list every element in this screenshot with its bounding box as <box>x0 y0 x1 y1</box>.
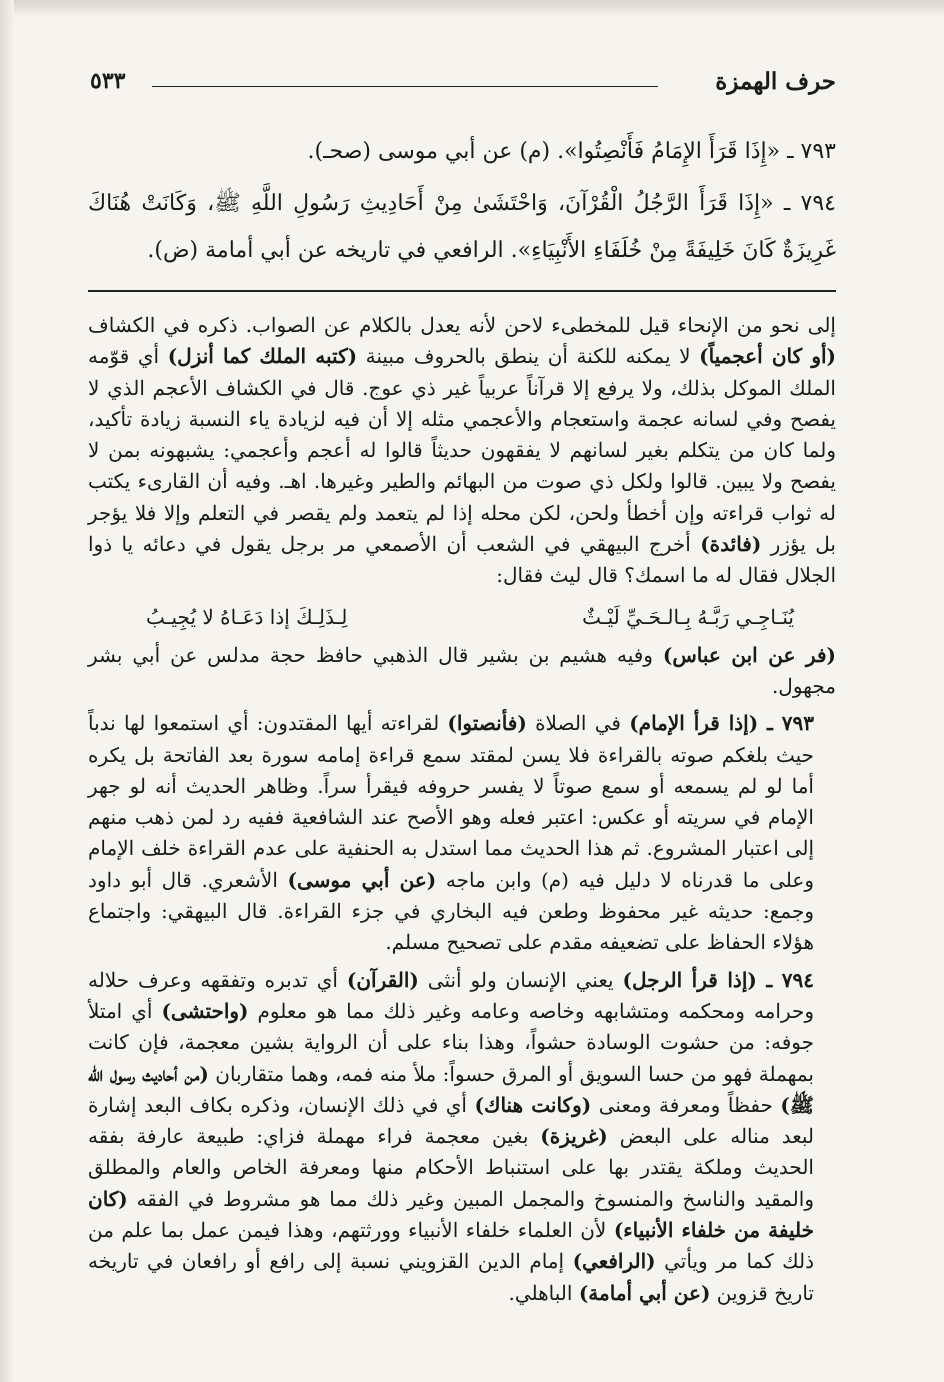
hadith-number: ٧٩٣ <box>800 139 836 164</box>
commentary-paragraph-794: ٧٩٤ ـ (إذا قرأ الرجل) يعني الإنسان ولو أنثى (القرآن) أي تدبره وتفقهه وعرف حلاله وحرامه ومحكمه ومتشابهه وخاصه وعامه وغير ذلك مما هو معلوم (واحتشى) أي امتلأ جوفه: من حشوت الوسادة حشواً، وهذا بناء على أن الرواية بشين معجمة، فإن كانت بمهملة فهو من حسا السويق أو المرق حسواً: ملأ منه فمه، وهما متقاربان (من أحاديث رسول الله ﷺ) حفظاً ومعرفة ومعنى (وكانت هناك) أي في ذلك الإنسان، وذكره بكاف البعد إشارة لبعد مناله على البعض (غريزة) بغين معجمة فراء مهملة فزاي: طبيعة عارفة بفقه الحديث وملكة يقتدر بها على استنباط الأحكام منها ومعرفة الخاص والعام والمطلق والمقيد والناسخ والمنسوخ والمجمل المبين وغير ذلك مما هو مشروط في الفقه (كان خليفة من خلفاء الأنبياء) لأن العلماء خلفاء الأنبياء وورثتهم، وهذا فيمن عمل بما علم من ذلك كما مر ويأتي (الرافعي) إمام الدين القزويني نسبة إلى رافع أو رافعان في تاريخه تاريخ قزوين (عن أبي أمامة) الباهلي. <box>88 967 815 1305</box>
hadith-separator: ـ <box>773 191 791 216</box>
poem-hemistich-2: لِـذَلِـكَ إذا دَعَـاهُ لا يُجِيـبُ <box>146 604 348 629</box>
commentary-paragraph-793: ٧٩٣ ـ (إذا قرأ الإمام) في الصلاة (فأنصتوا) لقراءته أيها المقتدون: أي استمعوا لها ندباً حيث بلغكم صوته بالقراءة فلا يسن لمقتد سمع قراءة إمامه سورة بعد الفاتحة بل يكره أما لو لم يسمعه أو سمع صوتاً لا يفسر حروفه فيقرأ سراً. وظاهر الحديث أنه لو جهر الإمام في سريته أو عكس: اعتبر فعله وهو الأصح عند الشافعية ففيه رد لمن ذهب منهم إلى اعتبار المشروع. ثم هذا الحديث مما استدل به الحنفية على عدم القراءة خلف الإمام وعلى ما قدرناه لا دليل فيه (م) وابن ماجه (عن أبي موسى) الأشعري. قال أبو داود وجمع: حديثه غير محفوظ وطعن فيه البخاري في جزء القراءة. قال البيهقي: واجتماع هؤلاء الحفاظ على تضعيفه مقدم على تصحيح مسلم. <box>88 711 815 955</box>
page-number: ٥٣٣ <box>90 68 126 94</box>
scan-edge-left <box>0 0 14 1382</box>
poem-hemistich-1: يُنَـاجِـي رَبَّـهُ بِـالـحَـيِّ لَيْـثٌ <box>582 604 794 629</box>
commentary-paragraph: إلى نحو من الإنحاء قيل للمخطىء لاحن لأنه يعدل بالكلام عن الصواب. ذكره في الكشاف (أو كان أعجمياً) لا يمكنه للكنة أن ينطق بالحروف مبينة (كتبه الملك كما أنزل) أي قوّمه الملك الموكل بذلك، ولا يرفع إلا قرآناً عربياً غير ذي عوج. قال في الكشاف الأعجم الذي لا يفصح وفي لسانه عجمة واستعجام والأعجمي مثله إلا أن فيه لزيادة ياء النسبة زيادة تأكيد، ولما كان من يتكلم بغير لسانهم لا يفقهون حديثاً قالوا له أعجم وأعجمي: يشبهونه بمن لا يفصح ولا يبين. قالوا ولكل ذي صوت من البهائم والطير وغيرها. اهـ. وفيه أن القارىء يكتب له ثواب قراءته وإن أخطأ ولحن، لكن محله إذا لم يتعمد ولم يقصر في التعلم وإلا فلا يؤجر بل يؤزر (فائدة) أخرج البيهقي في الشعب أن الأصمعي مر برجل يقول في دعائه يا ذوا الجلال فقال له ما اسمك؟ قال ليث فقال: <box>88 313 837 588</box>
commentary-paragraph: (فر عن ابن عباس) وفيه هشيم بن بشير قال الذهبي حافظ حجة مدلس عن أبي بشر مجهول. <box>88 642 836 698</box>
footnote-divider <box>88 290 836 292</box>
page-header <box>90 68 836 104</box>
chapter-title: حرف الهمزة <box>715 68 836 95</box>
hadith-text: «إِذَا قَرَأَ الإِمَامُ فَأَنْصِتُوا». (م) عن أبي موسى (صحـ). <box>307 139 781 164</box>
scan-edge-top <box>0 0 944 18</box>
header-rule <box>152 86 658 87</box>
poem-verse <box>88 598 836 636</box>
commentary <box>88 310 836 1315</box>
hadith-separator: ـ <box>780 139 794 164</box>
hadith-text: «إِذَا قَرَأَ الرَّجُلُ الْقُرْآنَ، وَاحْتَشَىٰ مِنْ أَحَادِيثِ رَسُولِ اللَّهِ ﷺ، وَكَانَتْ هُنَاكَ غَرِيزَةٌ كَانَ خَلِيفَةً مِنْ خُلَفَاءِ الأَنْبِيَاءِ». الرافعي في تاريخه عن أبي أمامة (ض). <box>88 191 836 263</box>
hadith-number: ٧٩٤ <box>800 191 836 216</box>
hadith-793 <box>88 128 836 175</box>
hadith-794 <box>88 180 836 274</box>
